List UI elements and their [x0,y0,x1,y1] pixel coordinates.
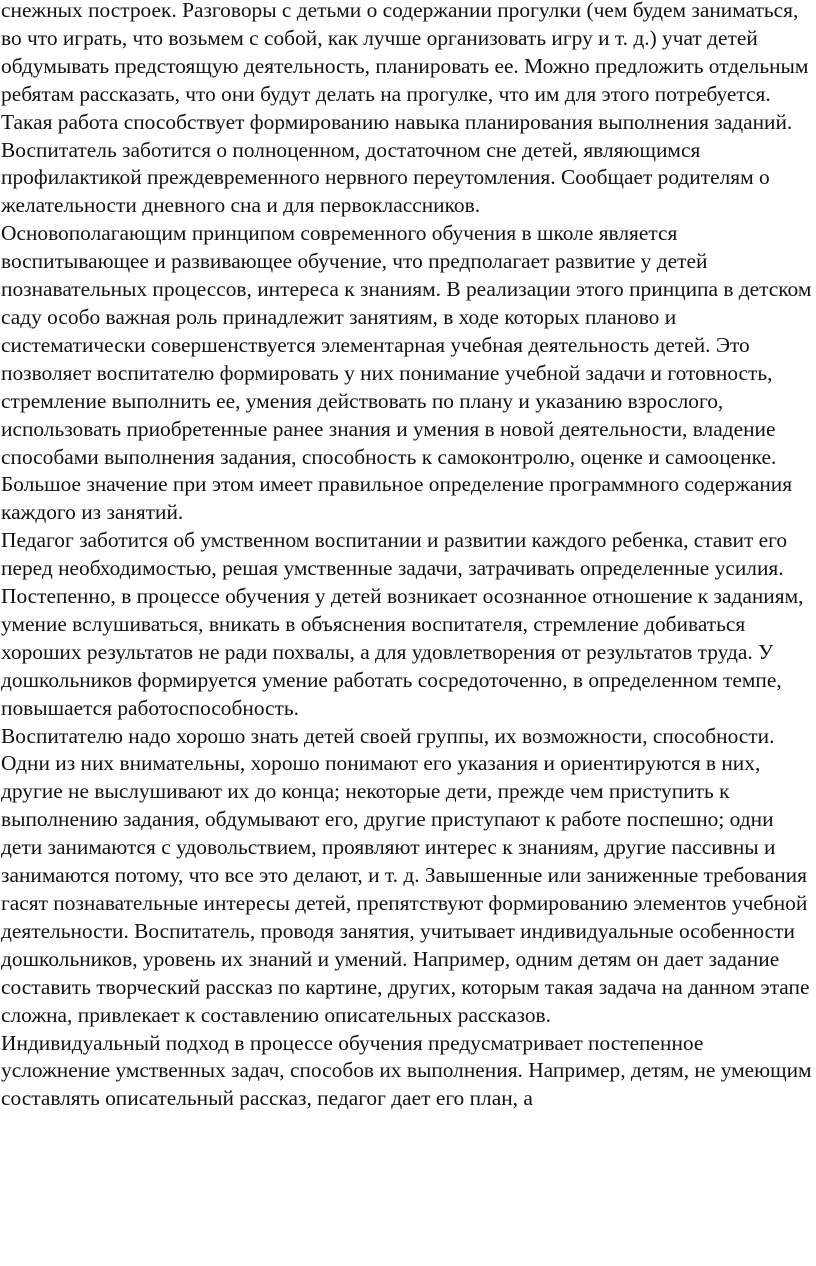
paragraph-developmental-learning: Основополагающим принципом современного обучения в школе является воспитывающее и развивающее обучение, что предполагает развитие у детей познавательных процессов, интереса к знаниям. В реализации этого принципа в детском саду особо важная роль принадлежит занятиям, в ходе которых планово и систематически совершенствуется элементарная учебная деятельность детей. Это позволяет воспитателю формировать у них понимание учебной задачи и готовность, стремление выполнить ее, умения действовать по плану и указанию взрослого, использовать приобретенные ранее знания и умения в новой деятельности, владение способами выполнения задания, способность к самоконтролю, оценке и самооценке. Большое значение при этом имеет правильное определение программного содержания каждого из занятий. [1,221,812,525]
paragraph-mental-education: Педагог заботится об умственном воспитании и развитии каждого ребенка, ставит его перед необходимостью, решая умственные задачи, затрачивать определенные усилия. Постепенно, в процессе обучения у детей возникает осознанное отношение к заданиям, умение вслушиваться, вникать в объяснения воспитателя, стремление добиваться хороших результатов не ради похвалы, а для удовлетворения от результатов труда. У дошкольников формируется умение работать сосредоточенно, в определенном темпе, повышается работоспособность. [1,528,804,720]
paragraph-sleep: Воспитатель заботится о полноценном, достаточном сне детей, являющимся профилактикой преждевременного нервного переутомления. Сообщает родителям о желательности дневного сна и для первоклассников. [1,137,770,218]
paragraph-individual-approach: Индивидуальный подход в процессе обучения предусматривает постепенное усложнение умственных задач, способов их выполнения. Например, детям, не умеющим составлять описательный рассказ, педагог дает его план, а [1,1030,812,1111]
paragraph-knowing-children: Воспитателю надо хорошо знать детей своей группы, их возможности, способности. Одни из них внимательны, хорошо понимают его указания и ориентируются в них, другие не выслушивают их до конца; некоторые дети, прежде чем приступить к выполнению задания, обдумывают его, другие приступают к работе поспешно; одни дети занимаются с удовольствием, проявляют интерес к знаниям, другие пассивны и занимаются потому, что все это делают, и т. д. Завышенные или заниженные требования гасят познавательные интересы детей, препятствуют формированию элементов учебной деятельности. Воспитатель, проводя занятия, учитывает индивидуальные особенности дошкольников, уровень их знаний и умений. Например, одним детям он дает задание составить творческий рассказ по картине, других, которым такая задача на данном этапе сложна, привлекает к составлению описательных рассказов. [1,723,810,1027]
paragraph-walk-planning: снежных построек. Разговоры с детьми о содержании прогулки (чем будем заниматься, во что играть, что возьмем с собой, как лучше организовать игру и т. д.) учат детей обдумывать предстоящую деятельность, планировать ее. Можно предложить отдельным ребятам рассказать, что они будут делать на прогулке, что им для этого потребуется. Такая работа способствует формированию навыка планирования выполнения заданий. [1,0,809,134]
